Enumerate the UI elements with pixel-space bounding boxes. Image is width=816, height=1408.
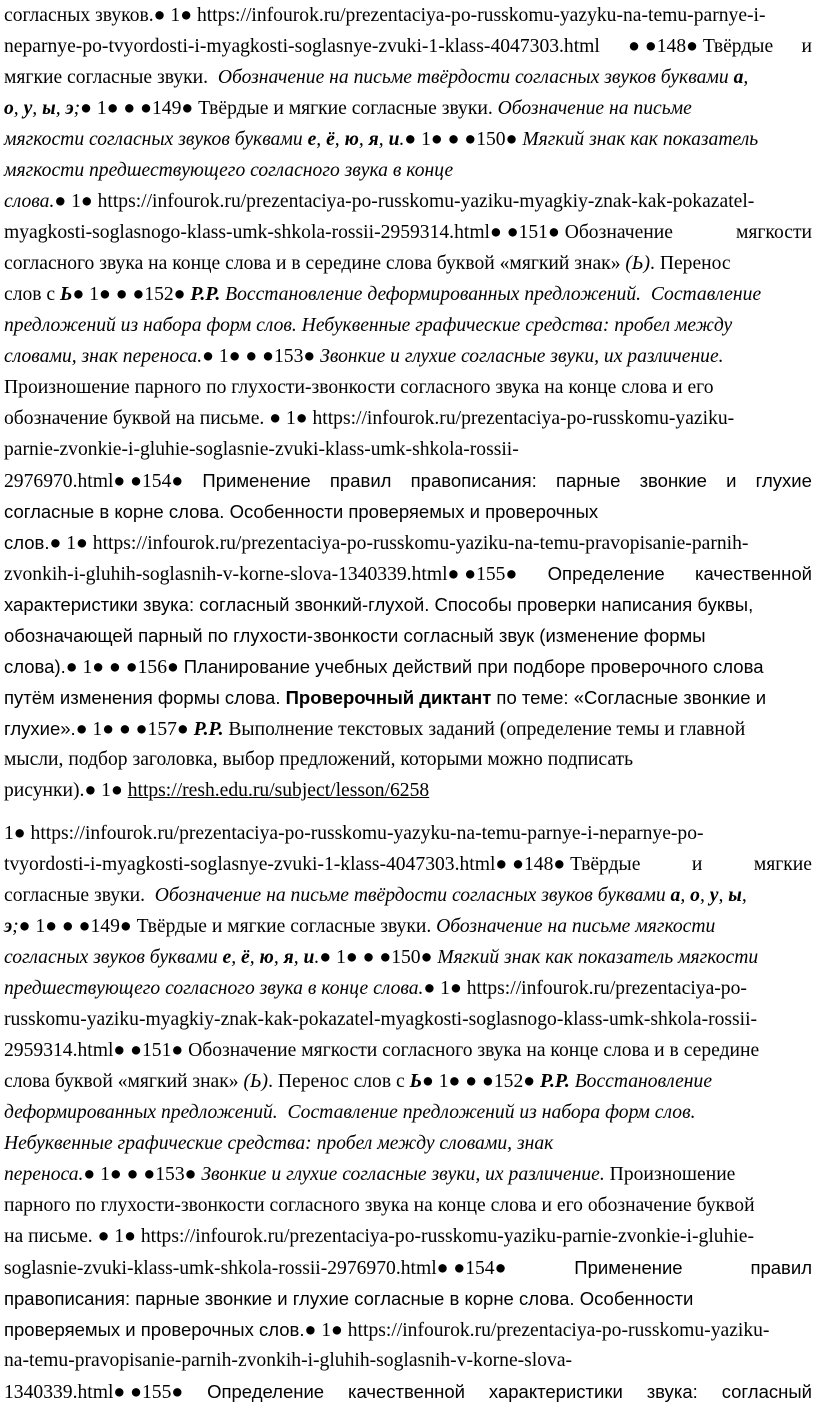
text-run: parnie-zvonkie-i-gluhie-soglasnie-zvuki-klass-umk-shkola-rossii- <box>4 439 519 460</box>
text-line <box>4 818 812 849</box>
text-run: согласного звука на конце слова и в середине слова буквой «мягкий знак» <box>4 253 626 274</box>
text-run: правописания: парные звонкие и глухие согласные в корне слова. Особенности <box>4 1288 694 1309</box>
text-line <box>4 849 812 880</box>
text-run: , <box>358 129 369 150</box>
text-line <box>4 465 812 496</box>
text-line <box>4 744 812 775</box>
text-run: Проверочный диктант <box>285 687 492 708</box>
text-run: согласный <box>721 1381 812 1402</box>
text-run: мягкие <box>753 854 812 875</box>
text-run: Звонкие и глухие согласные звуки, их различение. <box>201 1164 605 1185</box>
text-run: мягкости предшествующего согласного звука в конце <box>4 160 454 181</box>
text-run: парные <box>555 470 621 491</box>
text-run: tvyordosti-i-myagkosti-soglasnye-zvuki-1-klass-4047303.html● ●148● Твёрдые <box>4 854 641 875</box>
text-run: э <box>65 98 74 119</box>
text-run: обозначающей парный по глухости-звонкости согласный звук (изменение формы <box>4 625 706 646</box>
text-run: мысли, подбор заголовка, выбор предложений, которыми можно подписать <box>4 749 634 770</box>
text-run: (Ь) <box>625 253 651 274</box>
text-run: Р.Р. <box>190 284 221 305</box>
text-run: ● 1● https://infourok.ru/prezentaciya-po-russkomu-yaziku-na-temu-pravopisanie-parnih- <box>49 533 749 554</box>
text-line <box>4 1314 812 1345</box>
text-run: слова буквой «мягкий знак» <box>4 1071 244 1092</box>
text-run: ● 1● ● ●156● <box>65 657 184 678</box>
text-run: на письме. ● 1● https://infourok.ru/prezentaciya-po-russkomu-yaziku-parnie-zvonkie-i-gluhie- <box>4 1226 755 1247</box>
text-run: ю <box>344 129 359 150</box>
text-run: Определение <box>207 1381 325 1402</box>
text-run: Обозначение на письме твёрдости согласных звуков буквами <box>217 67 734 88</box>
text-run: и <box>726 470 737 491</box>
text-run: ● ●148● Твёрдые <box>628 36 774 57</box>
text-run: по теме: «Согласные звонкие и <box>491 687 767 708</box>
text-run: слов с <box>4 284 61 305</box>
text-run: качественной <box>348 1381 465 1402</box>
text-run: , <box>378 129 389 150</box>
text-run: согласные звуки. <box>4 885 155 906</box>
text-run: ы <box>42 98 56 119</box>
text-run: ы <box>728 885 742 906</box>
text-run: Произношение <box>604 1164 736 1185</box>
text-run: мягкости согласных звуков буквами <box>4 129 308 150</box>
text-line <box>4 1066 812 1097</box>
text-line <box>4 1190 812 1221</box>
text-run: правописания: <box>410 470 537 491</box>
text-run: , <box>741 885 747 906</box>
text-run: ● 1● ● ●157● <box>75 719 194 740</box>
text-run: , <box>13 98 24 119</box>
text-run: звонкие <box>639 470 707 491</box>
text-run: , <box>293 947 304 968</box>
text-run: ● 1● ● ●152● <box>72 284 191 305</box>
text-run: словами, знак переноса. <box>4 346 203 367</box>
text-run: zvonkih-i-gluhih-soglasnih-v-korne-slova-1340339.html● ●155● <box>4 564 518 585</box>
text-run: Восстановление деформированных предложений. Составление <box>220 284 762 305</box>
text-run: Применение <box>574 1257 683 1278</box>
text-run: https://infourok.ru/prezentaciya-po-russkomu-yazyku-na-temu-parnye-i- <box>192 5 766 26</box>
text-run: , <box>334 129 345 150</box>
text-run: . <box>314 947 320 968</box>
text-run: путём изменения формы слова. <box>4 687 286 708</box>
text-run: Ь <box>409 1071 423 1092</box>
text-run: у <box>23 98 33 119</box>
text-run: neparnye-po-tvyordosti-i-myagkosti-soglasnye-zvuki-1-klass-4047303.html <box>4 36 600 57</box>
text-run: Звонкие и глухие согласные звуки, их различение. <box>320 346 724 367</box>
text-line <box>4 880 812 911</box>
text-line <box>4 279 812 310</box>
text-run: . Перенос слов с <box>268 1071 410 1092</box>
text-run: и <box>303 947 315 968</box>
text-run: правил <box>750 1257 812 1278</box>
text-run: деформированных предложений. Составление предложений из набора форм слов. <box>4 1102 696 1123</box>
text-block <box>4 818 812 1407</box>
text-line <box>4 911 812 942</box>
text-line <box>4 1159 812 1190</box>
text-run: мягкие согласные звуки. <box>4 67 218 88</box>
text-line <box>4 620 812 651</box>
text-run: , <box>231 947 242 968</box>
text-run: , <box>249 947 260 968</box>
text-line <box>4 651 812 682</box>
text-run: ● 1● https://infourok.ru/prezentaciya-po-russkomu-yaziku- <box>304 1320 770 1341</box>
text-run: Применение <box>202 470 311 491</box>
text-run: ● 1● ● ●149● Твёрдые и мягкие согласные звуки. <box>80 98 498 119</box>
text-run: глухие». <box>4 718 76 739</box>
text-run: согласные в корне слова. Особенности проверяемых и проверочных <box>4 501 599 522</box>
text-run: слова). <box>4 656 66 677</box>
text-line <box>4 1128 812 1159</box>
text-line <box>4 310 812 341</box>
text-run: глухие <box>755 470 812 491</box>
text-run: ё <box>326 129 335 150</box>
text-line <box>4 1376 812 1407</box>
text-line <box>4 973 812 1004</box>
text-run: характеристики <box>488 1381 623 1402</box>
text-run: , <box>699 885 710 906</box>
text-run: ● 1● <box>84 780 128 801</box>
text-run: я <box>368 129 379 150</box>
text-run: характеристики звука: согласный звонкий-глухой. Способы проверки написания буквы, <box>4 594 754 615</box>
text-line <box>4 942 812 973</box>
text-run: мягкости <box>735 222 812 243</box>
text-run: ● 1● https://infourok.ru/prezentaciya-po- <box>423 978 747 999</box>
text-run: Произношение парного по глухости-звонкости согласного звука на конце слова и его <box>4 377 714 398</box>
text-run: ю <box>259 947 274 968</box>
text-run: russkomu-yaziku-myagkiy-znak-kak-pokazatel-myagkosti-soglasnogo-klass-umk-shkola-rossii- <box>4 1009 758 1030</box>
text-line <box>4 0 812 31</box>
text-run: переноса. <box>4 1164 84 1185</box>
text-run: , <box>718 885 729 906</box>
text-run: правил <box>329 470 392 491</box>
text-run: а <box>733 67 744 88</box>
text-line <box>4 713 812 744</box>
lesson-link[interactable]: https://resh.edu.ru/subject/lesson/6258 <box>127 780 430 801</box>
text-line <box>4 775 812 806</box>
text-run: ● 1● ● ●150● <box>319 947 438 968</box>
text-run: , <box>273 947 284 968</box>
text-line <box>4 682 812 713</box>
text-line <box>4 217 812 248</box>
text-run: звука: <box>646 1381 698 1402</box>
block-separator <box>4 806 812 818</box>
text-run: , <box>316 129 327 150</box>
text-run: ; <box>73 98 81 119</box>
text-run: ; <box>12 916 19 937</box>
text-run: . Перенос <box>650 253 731 274</box>
text-run: согласных звуков. <box>4 5 154 26</box>
text-line <box>4 434 812 465</box>
text-line <box>4 124 812 155</box>
text-run: ● <box>153 5 166 26</box>
text-line <box>4 62 812 93</box>
text-line <box>4 496 812 527</box>
text-run: Р.Р. <box>540 1071 570 1092</box>
text-run: е <box>222 947 232 968</box>
text-run: myagkosti-soglasnogo-klass-umk-shkola-rossii-2959314.html● ●151● Обозначение <box>4 222 673 243</box>
text-line <box>4 372 812 403</box>
text-line <box>4 1252 812 1283</box>
text-run: ● 1● ● ●150● <box>404 129 523 150</box>
text-line <box>4 1097 812 1128</box>
text-run: Планирование учебных действий при подборе проверочного слова <box>183 656 764 677</box>
text-run: Небуквенные графические средства: пробел между словами, знак <box>4 1133 554 1154</box>
text-run: Мягкий знак как показатель <box>522 129 759 150</box>
text-line <box>4 589 812 620</box>
text-line <box>4 31 812 62</box>
text-run: а <box>670 885 681 906</box>
text-run: ● 1● ● ●149● Твёрдые и мягкие согласные звуки. <box>18 916 437 937</box>
text-run: ● <box>180 5 193 26</box>
text-run: Обозначение на письме мягкости <box>436 916 716 937</box>
text-run: проверяемых и проверочных слов. <box>4 1319 305 1340</box>
text-run: , <box>55 98 66 119</box>
text-line <box>4 155 812 186</box>
text-run: Обозначение на письме твёрдости согласных звуков буквами <box>154 885 671 906</box>
text-run: na-temu-pravopisanie-parnih-zvonkih-i-gluhih-soglasnih-v-korne-slova- <box>4 1350 573 1371</box>
text-run: Обозначение на письме <box>497 98 692 119</box>
text-line <box>4 558 812 589</box>
text-run: Мягкий знак как показатель мягкости <box>437 947 759 968</box>
text-run: согласных звуков буквами <box>4 947 223 968</box>
text-run: качественной <box>694 563 812 584</box>
text-run: парного по глухости-звонкости согласного звука на конце слова и его обозначение буквой <box>4 1195 755 1216</box>
text-run: рисунки). <box>4 780 85 801</box>
text-run: Р.Р. <box>193 719 224 740</box>
text-run: , <box>680 885 691 906</box>
text-run: (Ь) <box>243 1071 269 1092</box>
text-run: и <box>801 36 812 57</box>
text-run: е <box>307 129 317 150</box>
text-run: и <box>388 129 400 150</box>
text-line <box>4 1345 812 1376</box>
text-run: э <box>4 916 13 937</box>
text-run: , <box>743 67 749 88</box>
text-line <box>4 1283 812 1314</box>
text-run: ● 1● ● ●153● <box>83 1164 202 1185</box>
text-run: 1 <box>165 5 181 26</box>
text-run: Восстановление <box>569 1071 713 1092</box>
text-run: , <box>32 98 43 119</box>
text-line <box>4 1035 812 1066</box>
text-run: у <box>709 885 719 906</box>
text-run: слов. <box>4 532 50 553</box>
text-run: . <box>399 129 405 150</box>
text-line <box>4 248 812 279</box>
text-run: обозначение буквой на письме. ● 1● https://infourok.ru/prezentaciya-po-russkomu-yaziku- <box>4 408 735 429</box>
text-block <box>4 0 812 806</box>
text-run: soglasnie-zvuki-klass-umk-shkola-rossii-2976970.html● ●154● <box>4 1258 507 1279</box>
text-run: и <box>691 854 703 875</box>
text-line <box>4 186 812 217</box>
text-run: 1340339.html● ●155● <box>4 1382 184 1403</box>
text-run: Ь <box>60 284 73 305</box>
text-run: 2959314.html● ●151● Обозначение мягкости согласного звука на конце слова и в середине <box>4 1040 760 1061</box>
text-run: 2976970.html● ●154● <box>4 471 184 492</box>
text-line <box>4 1221 812 1252</box>
text-line <box>4 403 812 434</box>
text-run: ● 1● https://infourok.ru/prezentaciya-po-russkomu-yaziku-myagkiy-znak-kak-pokazatel- <box>54 191 755 212</box>
text-line <box>4 1004 812 1035</box>
text-line <box>4 341 812 372</box>
text-run: предложений из набора форм слов. Небуквенные графические средства: пробел между <box>4 315 733 336</box>
text-run: 1● https://infourok.ru/prezentaciya-po-russkomu-yazyku-na-temu-parnye-i-neparnye-po- <box>4 823 704 844</box>
text-run: Определение <box>547 563 665 584</box>
text-run: я <box>283 947 294 968</box>
text-run: ● 1● ● ●153● <box>202 346 321 367</box>
text-run: предшествующего согласного звука в конце слова. <box>4 978 424 999</box>
text-line <box>4 527 812 558</box>
text-line <box>4 93 812 124</box>
text-run: слова. <box>4 191 55 212</box>
text-run: о <box>690 885 700 906</box>
text-run: Выполнение текстовых заданий (определение темы и главной <box>223 719 746 740</box>
text-run: ● 1● ● ●152● <box>422 1071 540 1092</box>
text-run: о <box>4 98 14 119</box>
text-run: ё <box>241 947 250 968</box>
